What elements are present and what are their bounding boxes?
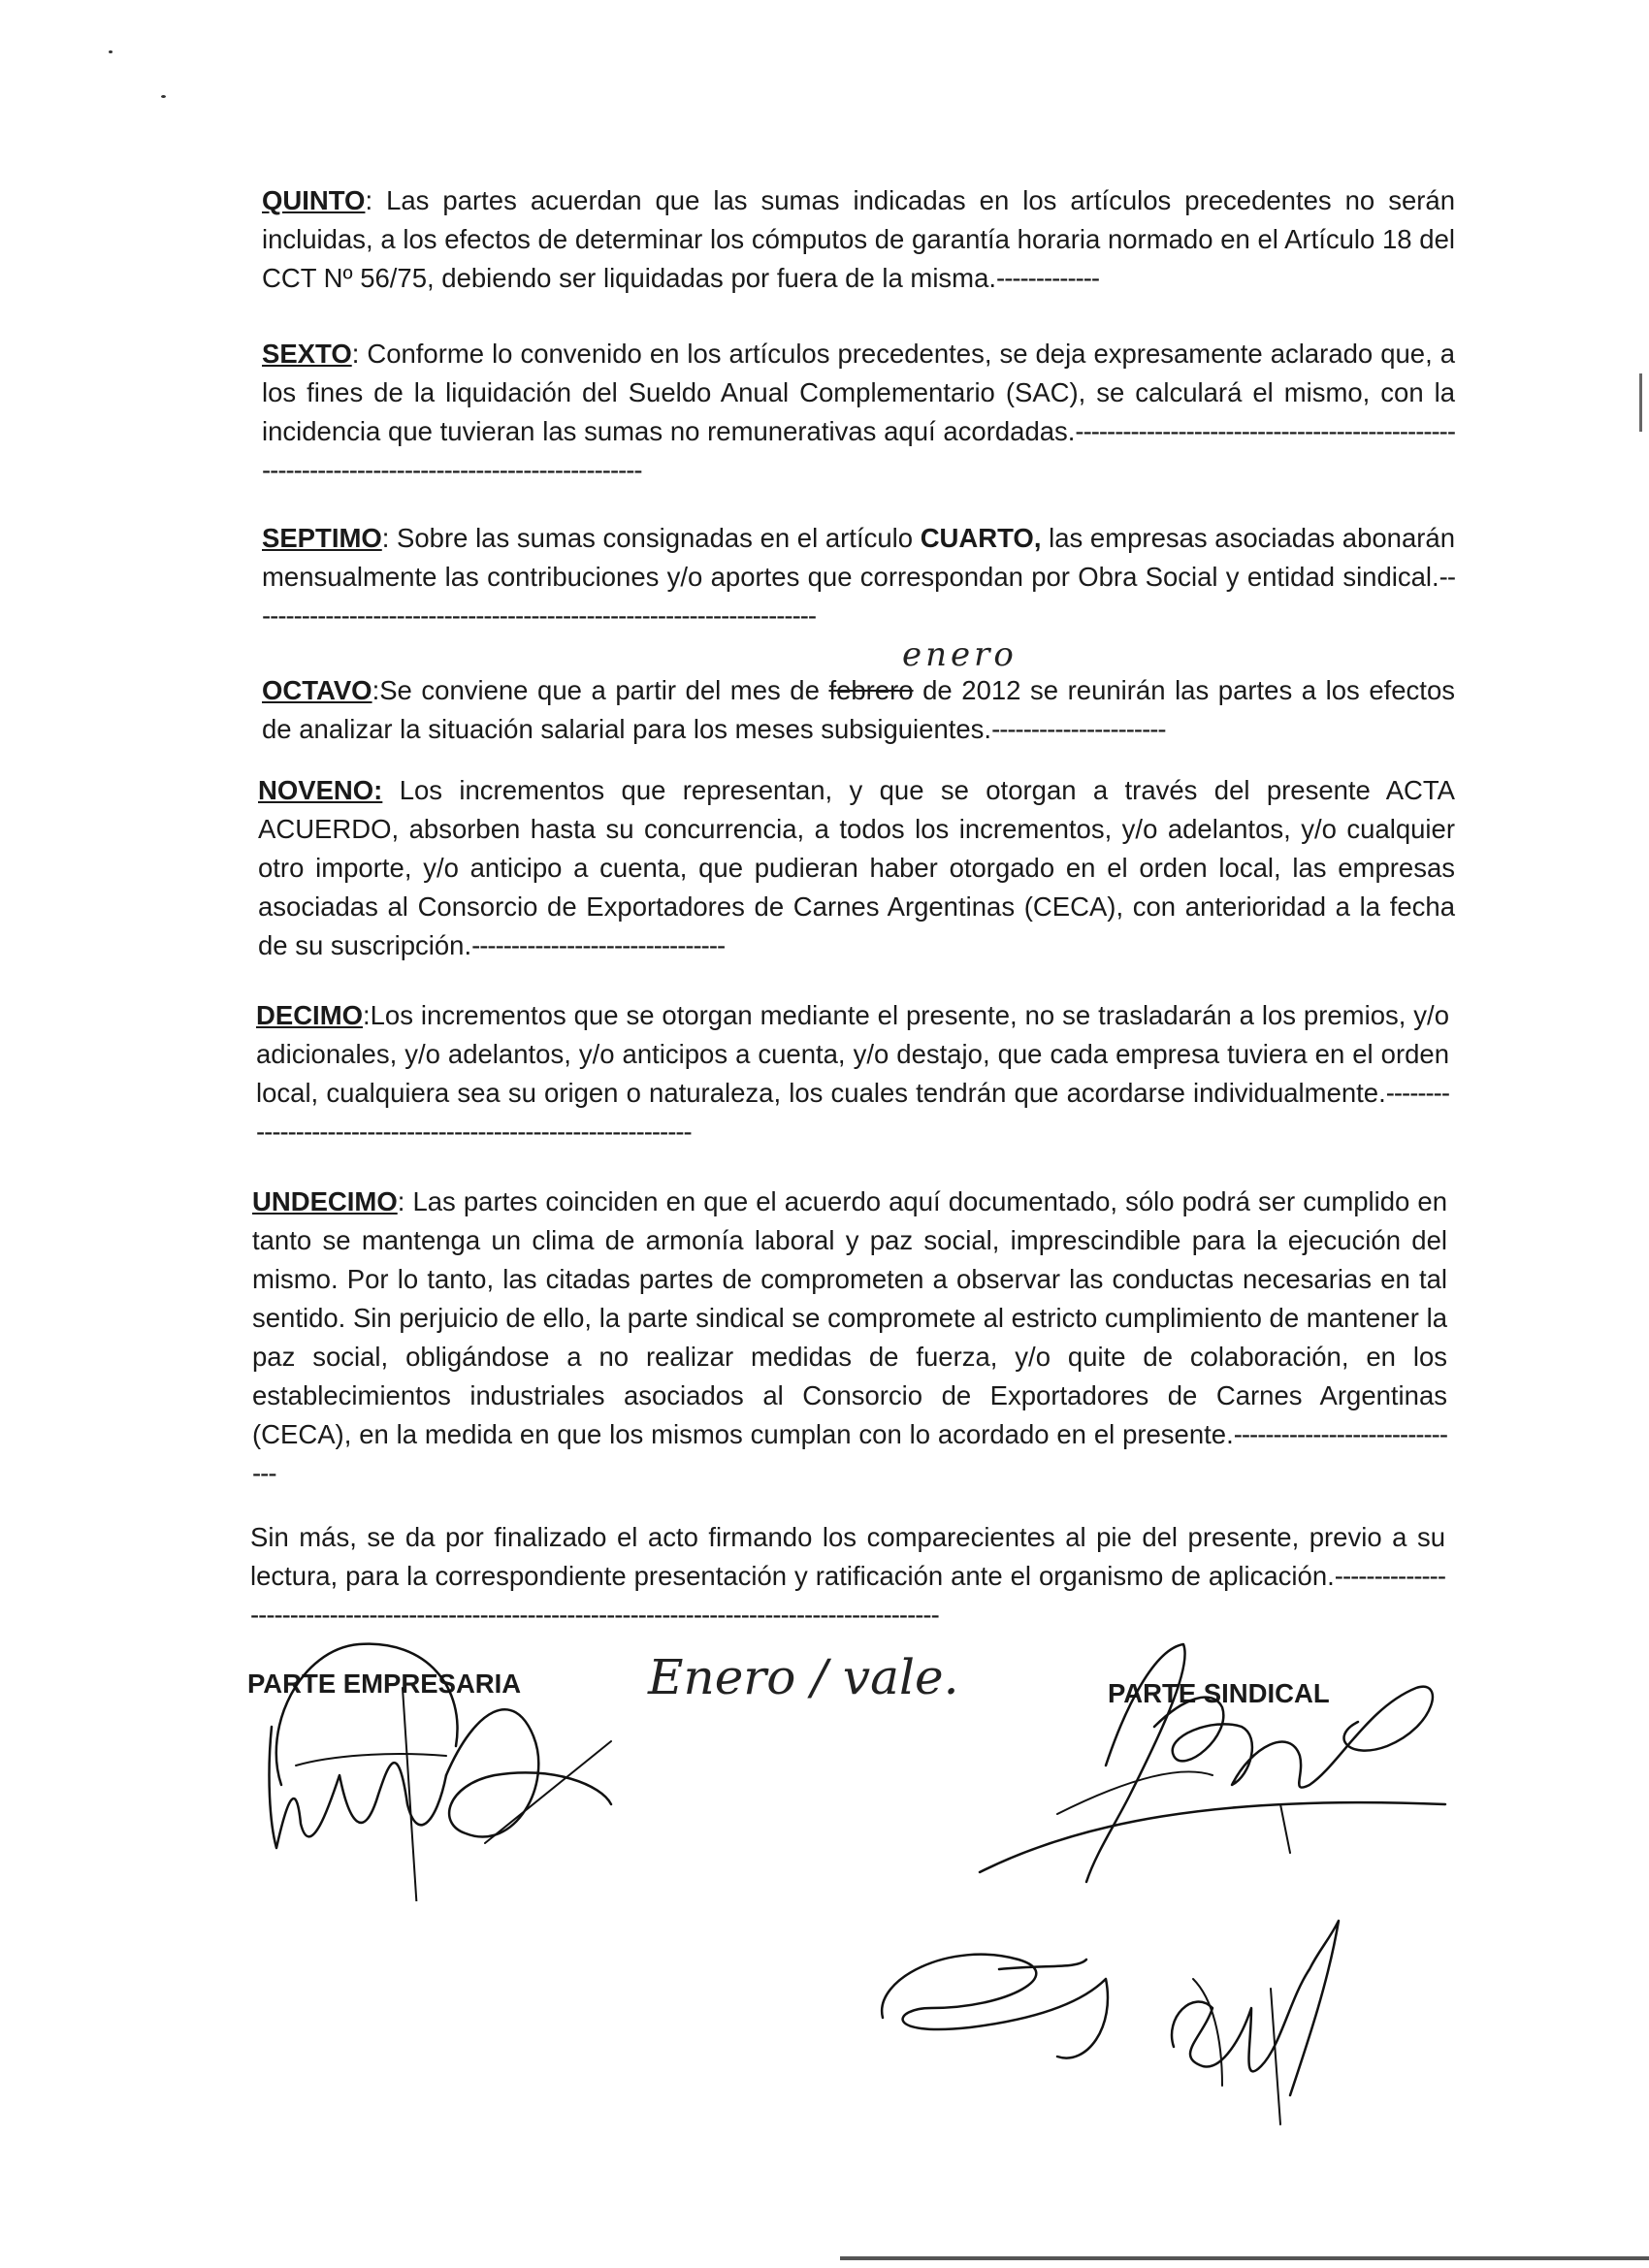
fill-dashes: ----------------------------------------------------------------------------------------------------- (250, 1561, 1445, 1630)
signature-sindical-2 (854, 1901, 1377, 2134)
closing-paragraph (250, 1518, 1445, 1635)
clause-sexto (262, 335, 1455, 490)
scan-speck (161, 95, 166, 98)
signature-sindical-1 (960, 1630, 1455, 1921)
scan-edge-line (840, 2256, 1649, 2260)
signature-empresaria (242, 1630, 650, 1901)
fill-dashes: ------------- (996, 263, 1100, 293)
margin-note: Enero / vale. (648, 1649, 959, 1705)
clause-septimo (262, 519, 1455, 635)
clause-decimo (256, 996, 1449, 1151)
clause-text: de 2012 se reunirán las partes a los efectos de analizar la situación salarial para los meses subsiguientes. (262, 675, 1455, 744)
clause-text: :Los incrementos que se otorgan mediante el presente, no se trasladarán a los premios, y/o adicionales, y/o adelantos, y/o anticipos a cuenta, y/o destajo, que cada empresa tuviera en el orden local, cualquiera sea su origen o naturaleza, los cuales tendrán que acordarse individualmente. (256, 1000, 1449, 1108)
clause-noveno (258, 771, 1455, 965)
parte-sindical-label: PARTE SINDICAL (1108, 1678, 1330, 1708)
fill-dashes: ------------------------------------------------------------------------------------------------ (262, 416, 1455, 485)
clause-heading: SEXTO (262, 339, 352, 369)
handwritten-correction: enero (902, 635, 1018, 674)
clause-heading: OCTAVO (262, 675, 372, 705)
clause-text: : Las partes acuerdan que las sumas indicadas en los artículos precedentes no serán incluidas, a los efectos de determinar los cómputos de garantía horaria normado en el Artículo 18 del CCT Nº 56/75, debiendo ser liquidadas por fuera de la misma. (262, 185, 1455, 293)
fill-dashes: --------------------------------------------------------------- (256, 1078, 1449, 1147)
clause-heading: DECIMO (256, 1000, 363, 1030)
scan-edge-line (1639, 373, 1642, 432)
clause-text: : Conforme lo convenido en los artículos precedentes, se deja expresamente aclarado que, a los fines de la liquidación del Sueldo Anual Complementario (SAC), se calculará el mismo, con la incidencia que tuvieran las sumas no remunerativas aquí acordadas. (262, 339, 1455, 446)
clause-text: las empresas asociadas abonarán mensualmente las contribuciones y/o aportes que correspondan por Obra Social y entidad sindical. (262, 523, 1455, 592)
fill-dashes: ------------------------------ (252, 1419, 1447, 1488)
scan-speck (109, 50, 113, 53)
clause-quinto (262, 181, 1455, 298)
clause-octavo (262, 671, 1455, 749)
clause-heading: QUINTO (262, 185, 366, 215)
struck-word: febrero (828, 675, 914, 705)
clause-text: Los incrementos que representan, y que se otorgan a través del presente ACTA ACUERDO, absorben hasta su concurrencia, a todos los incrementos, y/o adelantos, y/o cualquier otro importe, y/o anticipo a cuenta, que pudieran haber otorgado en el orden local, las empresas asociadas al Consorcio de Exportadores de Carnes Argentinas (CECA), con anterioridad a la fecha de su suscripción. (258, 775, 1455, 960)
parte-empresaria-label: PARTE EMPRESARIA (247, 1669, 522, 1699)
fill-dashes: -------------------------------- (471, 930, 726, 960)
fill-dashes: ------------------------------------------------------------------------ (262, 562, 1455, 631)
clause-bold-text: CUARTO, (920, 523, 1042, 553)
fill-dashes: ---------------------- (991, 714, 1166, 744)
clause-undecimo (252, 1183, 1447, 1493)
clause-text: :Se conviene que a partir del mes de (372, 675, 829, 705)
clause-heading: NOVENO: (258, 775, 383, 805)
clause-text: Sin más, se da por finalizado el acto firmando los comparecientes al pie del presente, previo a su lectura, para la correspondiente presentación y ratificación ante el organismo de aplicación. (250, 1522, 1445, 1591)
clause-heading: SEPTIMO (262, 523, 382, 553)
clause-text: : Las partes coinciden en que el acuerdo aquí documentado, sólo podrá ser cumplido en tanto se mantenga un clima de armonía laboral y paz social, imprescindible para la ejecución del mismo. Por lo tanto, las citadas partes de comprometen a observar las conductas necesarias en tal sentido. Sin perjuicio de ello, la parte sindical se compromete al estricto cumplimiento de mantener la paz social, obligándose a no realizar medidas de fuerza, y/o quite de colaboración, en los establecimientos industriales asociados al Consorcio de Exportadores de Carnes Argentinas (CECA), en la medida en que los mismos cumplan con lo acordado en el presente. (252, 1186, 1448, 1449)
clause-heading: UNDECIMO (252, 1186, 398, 1216)
clause-text: : Sobre las sumas consignadas en el artículo (381, 523, 921, 553)
